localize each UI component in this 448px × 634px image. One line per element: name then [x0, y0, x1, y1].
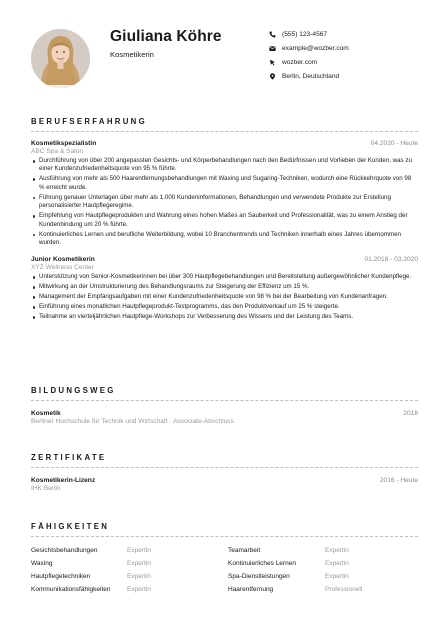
certificate-date: 2016 - Heute: [379, 477, 418, 484]
experience-heading: BERUFSERFAHRUNG: [31, 117, 147, 126]
skill-level: Expertin: [325, 573, 349, 581]
skill-level: Expertin: [127, 586, 151, 594]
candidate-role: Kosmetikerin: [110, 50, 154, 59]
skill-name: Gesichtsbehandlungen: [31, 547, 98, 554]
education-date: 2018: [403, 410, 418, 417]
section-divider: [31, 400, 418, 401]
skills-grid: [31, 547, 418, 594]
education-heading: BILDUNGSWEG: [31, 386, 116, 395]
skill-name: Kontinuierliches Lernen: [228, 560, 296, 568]
skills-heading: FÄHIGKEITEN: [31, 522, 110, 531]
list-item: Einführung eines monatlichen Hautpflegeprodukt-Testprogramms, das den Produktverkauf um 25 % steigerte.: [31, 303, 418, 311]
certificates-heading: ZERTIFIKATE: [31, 453, 107, 462]
list-item: Kontinuierliches Lernen und berufliche Weiterbildung, wobei 10 Branchentrends und Techniken innerhalb eines Jahres übernommen wurden.: [31, 231, 418, 248]
skill-level: Expertin: [127, 573, 151, 581]
list-item: Empfehlung von Hautpflegeprodukten und Wahrung eines hohen Maßes an Sauberkeit und Professionalität, was zu einem Anstieg der Kundenbindung um 20 % führte.: [31, 212, 418, 229]
list-item: Management der Empfangsaufgaben mit einer Kundenzufriedenheitsquote von 98 % bei der Bearbeitung von Kundenanfragen.: [31, 293, 418, 301]
cursor-icon: [268, 58, 277, 66]
mail-icon: [268, 45, 277, 53]
section-divider: [31, 131, 418, 132]
job-bullets: [31, 273, 418, 321]
section-divider: [31, 467, 418, 468]
skill-name: Hautpflegetechniken: [31, 573, 91, 581]
contact-location-text: Berlin, Deutschland: [282, 72, 340, 80]
job-title: Junior Kosmetikerin: [31, 256, 95, 264]
experience-section: [31, 117, 418, 323]
contact-location: [268, 69, 349, 83]
skill-level: Expertin: [325, 560, 349, 568]
skills-section: [31, 522, 418, 594]
skill-level: Expertin: [127, 560, 151, 568]
contact-website-text[interactable]: wozber.com: [282, 58, 318, 66]
contact-website: [268, 56, 349, 70]
skill-name: Spa-Dienstleistungen: [228, 573, 290, 581]
resume-header: [0, 0, 448, 100]
certificate-issuer: IHK Berlin: [31, 485, 61, 492]
job-entry: [31, 256, 418, 321]
skill-level: Expertin: [127, 547, 151, 554]
contact-phone: [268, 28, 349, 42]
section-divider: [31, 536, 418, 537]
job-date: 01.2018 - 03.2020: [364, 256, 418, 264]
candidate-name: Giuliana Köhre: [110, 28, 222, 45]
list-item: Ausführung von mehr als 500 Haarentfernungsbehandlungen mit Waxing und Sugaring-Techniken, wodurch eine Rückkehrquote von 98 % erreicht wurde.: [31, 175, 418, 192]
contact-list: [268, 28, 349, 83]
location-pin-icon: [268, 72, 277, 80]
certificate-entry: [31, 477, 418, 492]
skill-name: Teamarbeit: [228, 547, 261, 554]
list-item: Mitwirkung an der Umstrukturierung des Behandlungsraums zur Steigerung der Effizienz um 15 %.: [31, 283, 418, 291]
skill-level: Expertin: [325, 547, 349, 554]
job-date: 04.2020 - Heute: [370, 140, 418, 147]
job-entry: [31, 140, 418, 247]
job-title: Kosmetikspezialistin: [31, 140, 97, 147]
job-company: XYZ Wellness Center: [31, 264, 94, 272]
list-item: Unterstützung von Senior-Kosmetikerinnen bei über 300 Hautpflegebehandlungen und Bereitstellung außergewöhnlicher Kundenpflege.: [31, 273, 418, 281]
certificate-title: Kosmetikerin-Lizenz: [31, 477, 96, 484]
education-section: [31, 386, 418, 425]
job-company: ABC Spa & Salon: [31, 148, 84, 155]
skill-name: Waxing: [31, 560, 53, 568]
skill-level: Professionell: [325, 586, 363, 594]
job-bullets: [31, 157, 418, 247]
contact-phone-text[interactable]: (555) 123-4567: [282, 31, 328, 39]
skill-name: Kommunikationsfähigkeiten: [31, 586, 111, 594]
list-item: Teilnahme an vierteljährlichen Hautpflege-Workshops zur Verbesserung des Wissens und der Leistung des Teams.: [31, 313, 418, 321]
skill-name: Haarentfernung: [228, 586, 274, 594]
contact-email: [268, 42, 349, 56]
education-title: Kosmetik: [31, 410, 61, 417]
phone-icon: [268, 31, 277, 39]
list-item: Führung genauer Unterlagen über mehr als 1.000 Kundeninformationen, Behandlungen und verwendete Produkte zur Erstellung personalisierter Hautpflegeregime.: [31, 194, 418, 211]
list-item: Durchführung von über 200 angepassten Gesichts- und Körperbehandlungen nach den Bedürfnissen und Vorlieben der Kunden, was zu einer Kundenzufriedenheitsquote von 95 % führte.: [31, 157, 418, 174]
education-institution: Berliner Hochschule für Technik und Wirtschaft · Associate-Abschluss: [31, 418, 234, 425]
contact-email-text[interactable]: example@wozber.com: [282, 45, 349, 53]
certificates-section: [31, 453, 418, 492]
profile-photo: [31, 29, 90, 88]
education-entry: [31, 410, 418, 425]
